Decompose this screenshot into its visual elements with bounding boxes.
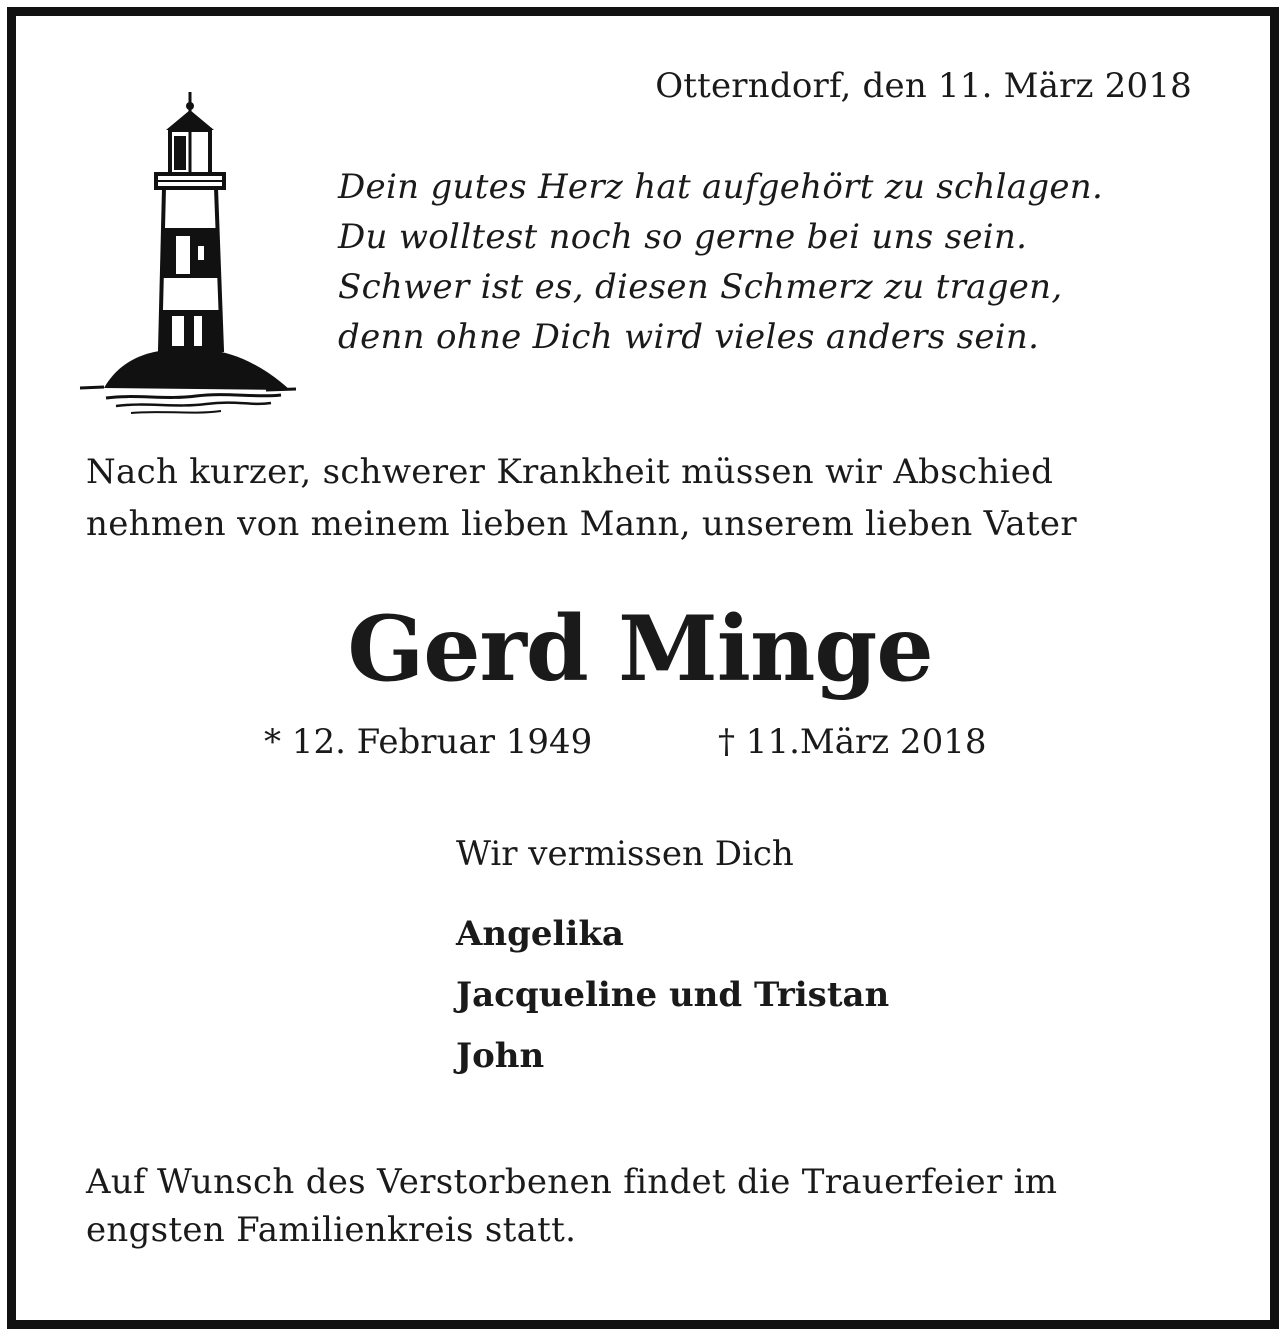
closing-line: Auf Wunsch des Verstorbenen findet die Trauerfeier im [86,1162,1058,1202]
place-date: Otterndorf, den 11. März 2018 [655,66,1192,106]
birth-date: * 12. Februar 1949 [264,722,593,762]
poem-line: Schwer ist es, diesen Schmerz zu tragen, [338,267,1063,307]
family-member: Angelika [456,914,624,954]
family-member: John [456,1036,545,1076]
family-signatures [456,904,889,1087]
intro-line: Nach kurzer, schwerer Krankheit müssen wir Abschied [86,452,1054,492]
intro-text [86,446,1077,550]
poem-line: Dein gutes Herz hat aufgehört zu schlagen. [338,167,1104,207]
lighthouse-icon [76,88,300,418]
poem [338,162,1103,362]
death-date: † 11.März 2018 [718,722,987,762]
closing-line: engsten Familienkreis statt. [86,1210,577,1250]
poem-line: Du wolltest noch so gerne bei uns sein. [338,217,1028,257]
miss-you-line: Wir vermissen Dich [456,834,794,874]
family-member: Jacqueline und Tristan [456,975,890,1015]
intro-line: nehmen von meinem lieben Mann, unserem lieben Vater [86,504,1077,544]
deceased-name: Gerd Minge [347,596,933,702]
poem-line: denn ohne Dich wird vieles anders sein. [338,317,1040,357]
closing-text [86,1158,1057,1254]
